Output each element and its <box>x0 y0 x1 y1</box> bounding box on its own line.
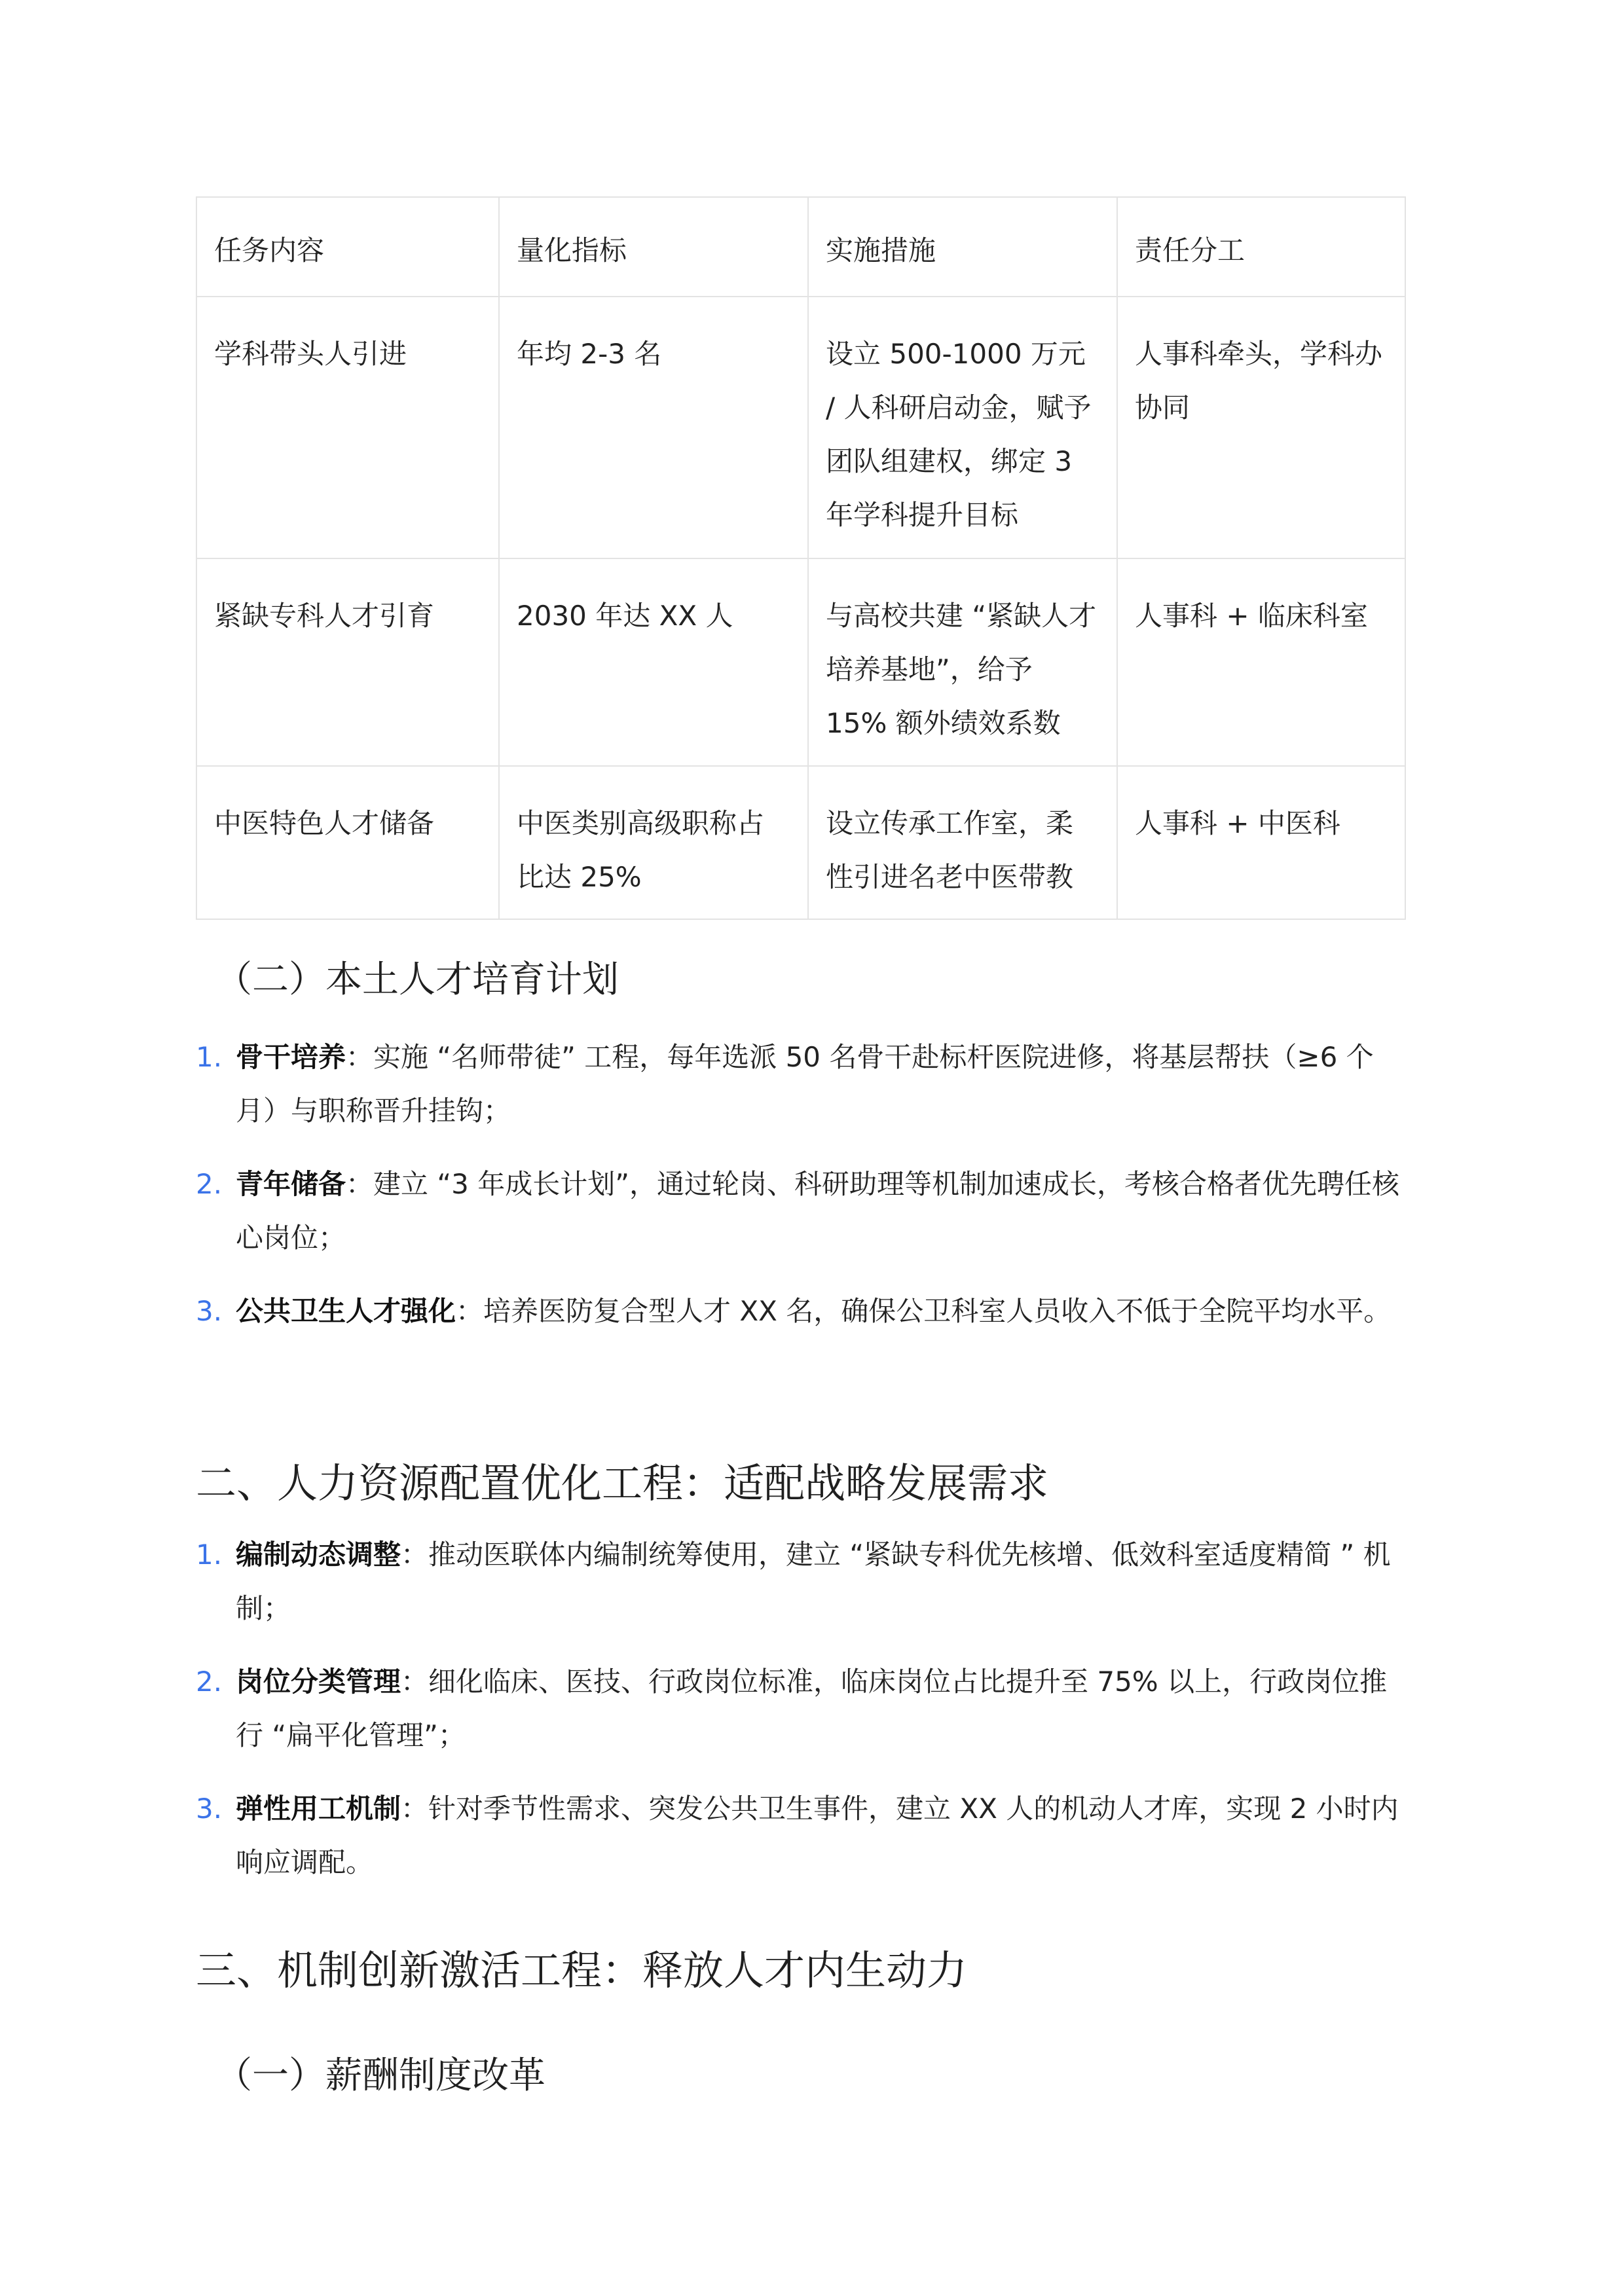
table-cell: 人事科 + 临床科室 <box>1117 558 1405 766</box>
list-number: 2. <box>196 1168 223 1200</box>
list-item-title: 编制动态调整 <box>236 1539 401 1571</box>
table-header-cell: 实施措施 <box>808 197 1117 297</box>
list-item <box>196 1655 1405 1762</box>
table-cell: 人事科 + 中医科 <box>1117 766 1405 919</box>
list-item-title: 公共卫生人才强化 <box>236 1295 456 1327</box>
list-number: 3. <box>196 1793 223 1825</box>
table-cell: 人事科牵头，学科办协同 <box>1117 297 1405 558</box>
table-cell: 2030 年达 XX 人 <box>499 558 808 766</box>
table-cell: 设立传承工作室，柔性引进名老中医带教 <box>808 766 1117 919</box>
document-page <box>196 196 1405 2097</box>
section-heading-local-talent: （二）本土人才培育计划 <box>215 958 619 1001</box>
table-cell: 与高校共建 “紧缺人才培养基地”，给予 15% 额外绩效系数 <box>808 558 1117 766</box>
list-item-title: 弹性用工机制 <box>236 1793 401 1825</box>
list-item-title: 骨干培养 <box>236 1041 346 1073</box>
table-cell: 中医类别高级职称占比达 25% <box>499 766 808 919</box>
list-item-text: ：建立 “3 年成长计划”，通过轮岗、科研助理等机制加速成长，考核合格者优先聘任核心岗位； <box>236 1168 1399 1254</box>
list-number: 1. <box>196 1539 223 1571</box>
table-row <box>196 297 1405 558</box>
list-item-text: ：细化临床、医技、行政岗位标准，临床岗位占比提升至 75% 以上，行政岗位推行 “扁平化管理”； <box>236 1666 1388 1751</box>
table-header-cell: 量化指标 <box>499 197 808 297</box>
list-number: 2. <box>196 1666 223 1698</box>
table-cell: 年均 2-3 名 <box>499 297 808 558</box>
list-item-text: ：培养医防复合型人才 XX 名，确保公卫科室人员收入不低于全院平均水平。 <box>456 1295 1392 1327</box>
list-item <box>196 1528 1405 1635</box>
table-header-cell: 任务内容 <box>196 197 499 297</box>
talent-plan-table <box>196 196 1406 920</box>
list-item-text: ：实施 “名师带徒” 工程，每年选派 50 名骨干赴标杆医院进修，将基层帮扶（≥6 个月）与职称晋升挂钩； <box>236 1041 1374 1127</box>
table-cell: 中医特色人才储备 <box>196 766 499 919</box>
table-cell: 学科带头人引进 <box>196 297 499 558</box>
table-header-cell: 责任分工 <box>1117 197 1405 297</box>
section-heading-mechanism-innovation: 三、机制创新激活工程：释放人才内生动力 <box>196 1946 968 1994</box>
list-item-title: 岗位分类管理 <box>236 1666 401 1698</box>
list-item-text: ：推动医联体内编制统筹使用，建立 “紧缺专科优先核增、低效科室适度精简 ” 机制； <box>236 1539 1391 1624</box>
list-item <box>196 1030 1405 1138</box>
list-item-text: ：针对季节性需求、突发公共卫生事件，建立 XX 人的机动人才库，实现 2 小时内响应调配。 <box>236 1793 1399 1878</box>
list-item <box>196 1157 1405 1265</box>
list-item-title: 青年储备 <box>236 1168 346 1200</box>
section-heading-hr-allocation: 二、人力资源配置优化工程：适配战略发展需求 <box>196 1459 1049 1507</box>
table-row <box>196 558 1405 766</box>
list-item <box>196 1285 1405 1338</box>
table-cell: 紧缺专科人才引育 <box>196 558 499 766</box>
table-cell: 设立 500-1000 万元 / 人科研启动金，赋予团队组建权，绑定 3 年学科提升目标 <box>808 297 1117 558</box>
table-row <box>196 766 1405 919</box>
sub-heading-salary-reform: （一）薪酬制度改革 <box>215 2054 545 2097</box>
list-number: 3. <box>196 1295 223 1327</box>
local-talent-list <box>196 1030 1405 1358</box>
list-item <box>196 1782 1405 1889</box>
hr-allocation-list <box>196 1528 1405 1909</box>
list-number: 1. <box>196 1041 223 1073</box>
table-header-row <box>196 197 1405 297</box>
